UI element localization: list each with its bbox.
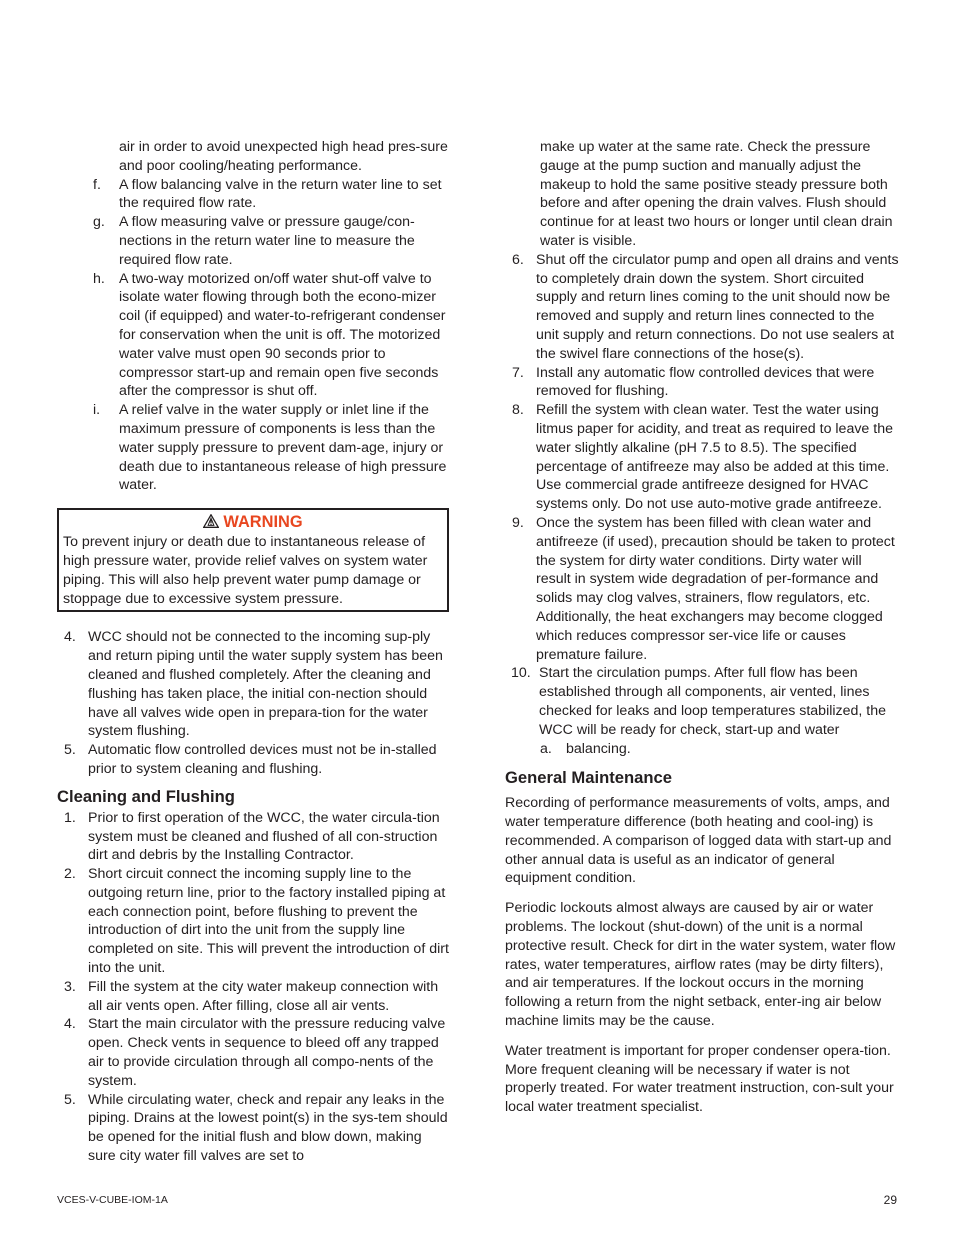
step-continuation: make up water at the same rate. Check the pressure gauge at the pump suction and manually adjust the makeup to hold the same positive steady pressure both before and after opening the drain valves. Flush should continue for at least two hours or longer until clean drain water is visible. (540, 139, 893, 249)
step-number: 9. (512, 514, 524, 531)
step-number: 3. (64, 978, 76, 995)
step-number: 6. (512, 251, 524, 268)
step-number: 8. (512, 402, 524, 419)
step-item (57, 1015, 451, 1090)
step-item (505, 514, 899, 664)
section-heading-cleaning: Cleaning and Flushing (57, 786, 235, 806)
list-item-text: A flow measuring valve or pressure gauge/con-nections in the return water line to measure the required flow rate. (119, 214, 415, 268)
warning-triangle-icon (203, 514, 219, 528)
list-item-text: A flow balancing valve in the return water line to set the required flow rate. (119, 176, 442, 212)
step-number: 1. (64, 809, 76, 826)
step-item (505, 401, 899, 514)
step-item (505, 251, 899, 364)
sub-list-text: balancing. (566, 740, 631, 757)
list-marker: i. (93, 402, 101, 419)
step-text: While circulating water, check and repair any leaks in the piping. Drains at the lowest point(s) in the sys-tem should be opened for the initial flush and blow down, making sure city water fill valves are set to (88, 1091, 448, 1165)
step-item (57, 741, 451, 779)
sub-list-item (505, 740, 899, 759)
step-text: Refill the system with clean water. Test the water using litmus paper for acidity, and treat as required to leave the water slightly alkaline (pH 7.5 to 8.5). The specified percentage of antifreeze may also be added at this time. Use commercial grade antifreeze designed for HVAC systems only. Do not use auto-motive grade antifreeze. (536, 402, 893, 513)
right-column (505, 138, 899, 1128)
list-item-f (57, 176, 451, 214)
paragraph: Recording of performance measurements of volts, amps, and water temperature difference (both heating and cool-ing) is recommended. A comparison of logged data with start-up and other annual data is useful as an indicator of general equipment condition. (505, 795, 892, 887)
list-item-text: A two-way motorized on/off water shut-off valve to isolate water flowing through both the econo-mizer coil (if equipped) and water-to-refrigerant condenser for conservation when the unit is off. The motorized water valve must open 90 seconds prior to compressor start-up and remain open five seconds after the compressor is shut off. (119, 270, 446, 400)
step-text: Prior to first operation of the WCC, the water circula-tion system must be cleaned and flushed of all con-struction dirt and debris by the Installing Contractor. (88, 809, 440, 864)
warning-text: To prevent injury or death due to instantaneous release of high pressure water, provide relief valves on system water piping. This will also help prevent water pump damage or stoppage due to excessive system pressure. (63, 534, 428, 607)
list-item-h (57, 270, 451, 402)
step-text: Shut off the circulator pump and open all drains and vents to completely drain down the system. Short circuited supply and return lines coming to the unit should now be removed and supply and return lines connected to the unit supply and return connections. Do not use sealers at the swivel flare connections of the hose(s). (536, 251, 899, 362)
step-text: Once the system has been filled with clean water and antifreeze (if used), precaution should be taken to protect the system for dirty water conditions. Dirty water will result in system wide degradation of per-formance and solids may clog valves, strainers, flow regulators, etc. Additionally, the heat exchangers may become clogged which reduces compressor ser-vice life or causes premature failure. (536, 514, 895, 663)
step-number: 2. (64, 866, 76, 883)
step-text: WCC should not be connected to the incoming sup-ply and return piping until the water supply system has been cleaned and flushed completely. After the cleaning and flushing has taken place, the initial con-nection should have all valves wide open in prepara-tion for the water system flushing. (88, 629, 443, 740)
step-text: Short circuit connect the incoming supply line to the outgoing return line, prior to the factory installed piping at each connection point, before flushing to prevent the introduction of dirt into the unit from the supply line completed on site. This will prevent the introduction of dirt into the unit. (88, 866, 449, 977)
paragraph: Water treatment is important for proper condenser opera-tion. More frequent cleaning will be necessary if water is not properly treated. For water treatment instruction, con-sult your local water treatment specialist. (505, 1042, 894, 1116)
list-marker: g. (93, 214, 105, 231)
step-item (57, 628, 451, 741)
step-number: 7. (512, 364, 524, 381)
warning-label: WARNING (223, 513, 303, 532)
step-item (57, 865, 451, 978)
step-number: 10. (511, 665, 531, 682)
list-marker: h. (93, 270, 105, 287)
step-item (57, 809, 451, 865)
section-heading-maintenance: General Maintenance (505, 768, 672, 788)
step-number: 5. (64, 1091, 76, 1108)
step-text: Install any automatic flow controlled devices that were removed for flushing. (536, 364, 875, 400)
sub-list-marker: a. (540, 740, 552, 757)
footer-doc-code: VCES-V-CUBE-IOM-1A (57, 1194, 168, 1206)
list-marker: f. (93, 176, 101, 193)
warning-box (57, 508, 449, 612)
intro-continuation: air in order to avoid unexpected high head pres-sure and poor cooling/heating performance. (119, 139, 448, 174)
step-item (57, 978, 451, 1016)
step-number: 5. (64, 742, 76, 759)
list-item-i (57, 401, 451, 495)
step-number: 4. (64, 1016, 76, 1033)
step-text: Start the circulation pumps. After full flow has been established through all components, air vented, lines checked for leaks and loop temperatures stabilized, the WCC will be ready for check, start-up and water (539, 665, 887, 738)
step-item (505, 664, 899, 739)
step-text: Fill the system at the city water makeup connection with all air vents open. After filling, close all air vents. (88, 978, 439, 1014)
paragraph: Periodic lockouts almost always are caused by air or water problems. The lockout (shut-down) of the unit is a normal protective result. Check for dirt in the water system, water flow rates, water temperatures, airflow rates (may be dirty filters), and air temperatures. If the lockout occurs in the morning following a return from the night setback, enter-ing air below machine limits may be the cause. (505, 900, 896, 1030)
step-text: Start the main circulator with the pressure reducing valve open. Check vents in sequence to bleed off any trapped air to provide circulation through all compo-nents of the system. (88, 1016, 446, 1089)
list-item-g (57, 213, 451, 269)
left-column (57, 138, 451, 1166)
step-item (57, 1091, 451, 1166)
step-text: Automatic flow controlled devices must not be in-stalled prior to system cleaning and flushing. (88, 742, 437, 777)
step-item (505, 364, 899, 402)
warning-title (63, 511, 443, 533)
step-number: 4. (64, 629, 76, 646)
list-item-text: A relief valve in the water supply or inlet line if the maximum pressure of components is less than the water supply pressure to prevent dam-age, injury or death due to instantaneous release of high pressure water. (119, 402, 447, 494)
footer-page-number: 29 (883, 1193, 897, 1207)
